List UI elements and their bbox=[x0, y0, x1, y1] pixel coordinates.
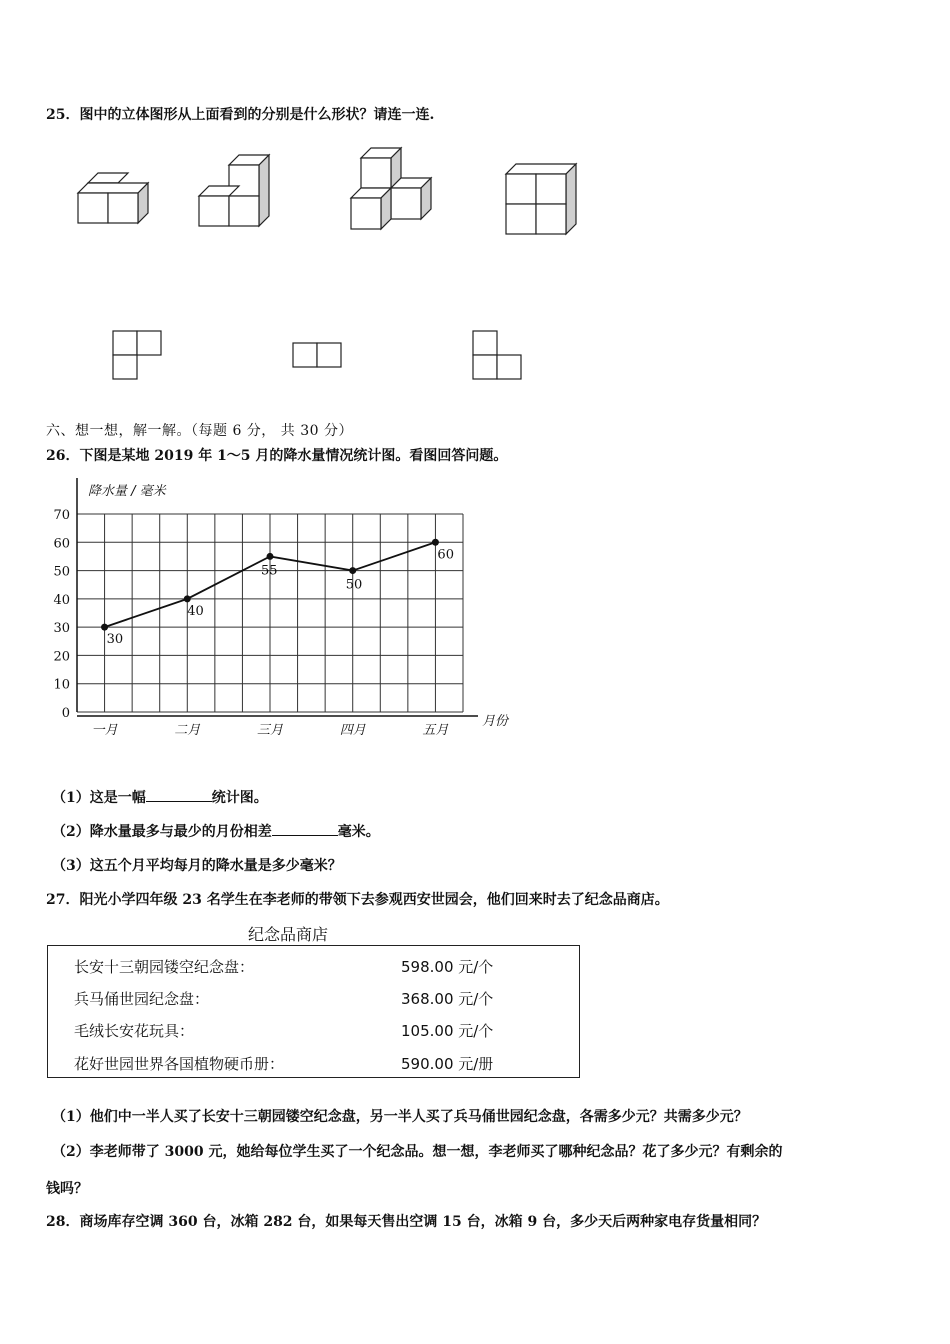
data-point bbox=[184, 595, 191, 602]
item-name: 毛绒长安花玩具： bbox=[74, 1022, 195, 1040]
data-label: 55 bbox=[261, 563, 278, 579]
question-26: 26．下图是某地 2019 年 1～5 月的降水量情况统计图。看图回答问题。 bbox=[46, 448, 508, 464]
answer-blank-1[interactable] bbox=[146, 787, 212, 802]
y-tick-label: 70 bbox=[53, 508, 70, 523]
data-label: 60 bbox=[437, 547, 454, 563]
item-price: 105.00 元/个 bbox=[401, 1022, 494, 1040]
item-name: 花好世园世界各国植物硬币册： bbox=[74, 1055, 285, 1073]
q26-part-1: （1）这是一幅 统计图。 bbox=[52, 787, 268, 807]
question-27: 27．阳光小学四年级 23 名学生在李老师的带领下去参观西安世园会，他们回来时去了纪念品商店。 bbox=[46, 892, 669, 908]
x-tick-label: 一月 bbox=[91, 723, 118, 738]
data-point bbox=[101, 624, 108, 631]
y-tick-label: 60 bbox=[53, 536, 70, 552]
item-price: 590.00 元/册 bbox=[401, 1055, 494, 1073]
x-tick-label: 四月 bbox=[339, 723, 366, 738]
data-point bbox=[267, 553, 274, 560]
data-point bbox=[432, 539, 439, 546]
x-tick-label: 二月 bbox=[174, 723, 201, 738]
solid-figure-3 bbox=[351, 148, 431, 229]
item-price: 598.00 元/个 bbox=[401, 958, 494, 976]
x-tick-label: 三月 bbox=[256, 723, 284, 738]
y-tick-label: 10 bbox=[53, 677, 70, 693]
data-point bbox=[349, 567, 356, 574]
chart-grid bbox=[53, 478, 478, 721]
top-view-1 bbox=[113, 331, 161, 379]
store-title: 纪念品商店 bbox=[248, 925, 329, 944]
series-line bbox=[105, 542, 436, 627]
y-tick-label: 30 bbox=[53, 621, 70, 637]
y-tick-label: 40 bbox=[53, 592, 70, 608]
answer-blank-2[interactable] bbox=[272, 821, 338, 836]
question-25: 25．图中的立体图形从上面看到的分别是什么形状？请连一连. bbox=[46, 107, 435, 123]
item-name: 兵马俑世园纪念盘： bbox=[74, 990, 210, 1008]
top-view-3 bbox=[473, 331, 521, 379]
top-view-2 bbox=[293, 343, 341, 367]
solid-figure-4 bbox=[506, 164, 576, 234]
solid-figures-illustration bbox=[0, 0, 950, 400]
data-label: 50 bbox=[345, 577, 363, 593]
x-tick-label: 五月 bbox=[422, 723, 449, 738]
q27-part-2: （2）李老师带了 3000 元，她给每位学生买了一个纪念品。想一想，李老师买了哪种纪念品？花了多少元？有剩余的 bbox=[52, 1144, 783, 1160]
item-name: 长安十三朝园镂空纪念盘： bbox=[74, 958, 255, 976]
question-28: 28．商场库存空调 360 台，冰箱 282 台，如果每天售出空调 15 台，冰箱 9 台，多少天后两种家电存货量相同？ bbox=[46, 1214, 767, 1230]
chart-marks bbox=[92, 539, 454, 738]
q27-part-2-continued: 钱吗？ bbox=[46, 1181, 88, 1197]
y-tick-label: 0 bbox=[61, 706, 70, 721]
q27-part-1: （1）他们中一半人买了长安十三朝园镂空纪念盘，另一半人买了兵马俑世园纪念盘，各需多少元？共需多少元？ bbox=[52, 1109, 748, 1125]
section-6-title: 六、想一想，解一解。（每题 6 分， 共 30 分） bbox=[46, 423, 353, 439]
data-label: 30 bbox=[106, 632, 124, 648]
q26-part-3: （3）这五个月平均每月的降水量是多少毫米？ bbox=[52, 858, 342, 874]
chart-y-axis-label: 降水量 / 毫米 bbox=[88, 484, 166, 499]
y-tick-label: 20 bbox=[53, 649, 70, 665]
q26-part-2: （2）降水量最多与最少的月份相差 毫米。 bbox=[52, 821, 380, 841]
y-tick-label: 50 bbox=[53, 564, 70, 580]
item-price: 368.00 元/个 bbox=[401, 990, 494, 1008]
store-price-list bbox=[47, 945, 580, 1078]
solid-figure-2 bbox=[199, 155, 269, 226]
data-label: 40 bbox=[187, 603, 204, 619]
solid-figure-1 bbox=[78, 173, 148, 223]
chart-x-axis-label: 月份 bbox=[482, 714, 509, 729]
